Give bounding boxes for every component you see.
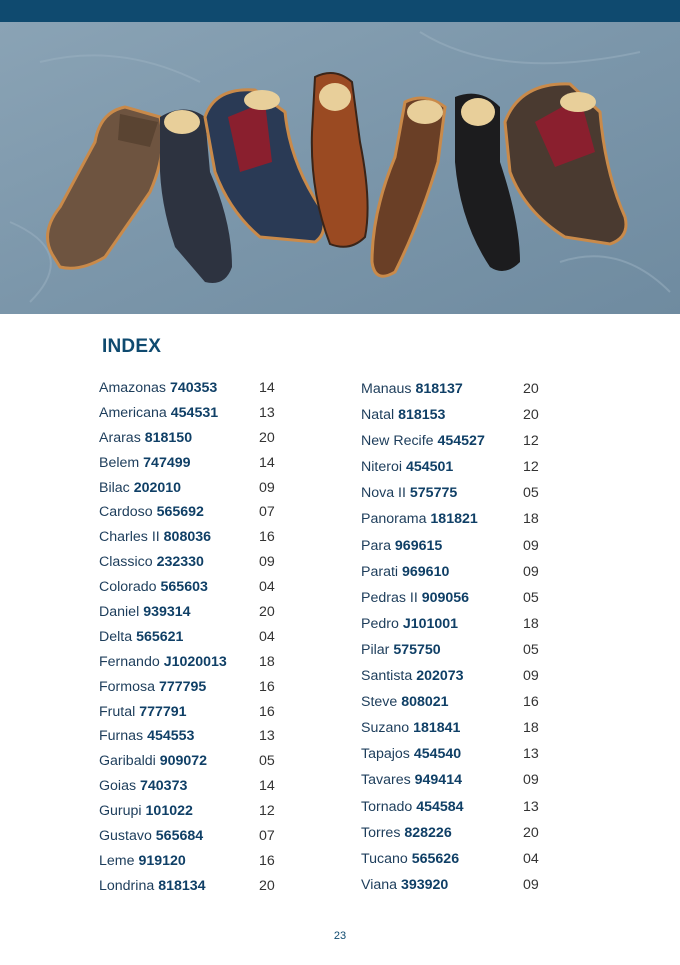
model-name: Pedras II [361,589,418,606]
index-entry [361,611,561,637]
model-code: 740353 [169,380,218,396]
model-code: 454527 [437,433,485,450]
model-name: Furnas [99,728,144,745]
index-entry [361,820,561,846]
model-code: 818134 [158,877,206,894]
index-entry [99,550,299,575]
index-entry [99,675,299,700]
model-code: 575750 [393,641,441,658]
model-code: 828226 [404,824,452,841]
index-entry [99,724,299,749]
page-ref: 20 [259,604,275,621]
model-name: Natal [361,407,395,424]
index-entry [361,402,561,428]
index-entry [361,376,561,402]
model-code: 454540 [413,746,462,763]
model-name: Daniel [99,604,140,621]
index-entry [99,824,299,849]
page-ref: 05 [523,589,539,606]
model-name: Suzano [361,720,410,737]
model-name: Bilac [99,479,130,496]
index-entry [99,525,299,550]
model-name: Charles II [99,529,160,546]
page-ref: 13 [523,746,539,763]
boots-photo [0,22,680,314]
model-name: Niteroi [361,459,402,476]
model-code: 454501 [405,459,454,476]
index-entry [99,500,299,525]
page-ref: 13 [523,798,539,815]
model-code: 181821 [430,511,478,528]
page-ref: 20 [523,824,539,841]
model-code: 969615 [394,537,443,554]
index-entry [361,715,561,741]
model-name: Nova II [361,485,406,502]
page-ref: 20 [259,877,275,894]
index-column-right [361,376,561,898]
page-ref: 18 [523,511,539,528]
model-code: 818153 [398,407,446,424]
model-name: Frutal [99,703,136,720]
index-title: INDEX [102,336,162,357]
index-entry [99,799,299,824]
page-ref: 20 [523,407,539,424]
model-code: 808021 [401,694,449,711]
model-code: 202010 [133,479,182,496]
page-ref: 09 [523,772,539,789]
model-code: J101001 [402,615,459,632]
index-entry [361,794,561,820]
page-ref: 12 [523,459,539,476]
page-ref: 04 [259,579,275,596]
index-entry [99,874,299,899]
model-name: Santista [361,668,413,685]
model-name: Cardoso [99,504,153,521]
index-entry [361,846,561,872]
model-name: Tavares [361,772,411,789]
index-entry [99,650,299,675]
index-column-left [99,376,299,899]
index-entry [99,451,299,476]
page-ref: 09 [523,668,539,685]
model-name: Parati [361,563,399,580]
model-name: Americana [99,404,167,421]
model-name: Goias [99,778,137,795]
model-code: J1020013 [163,653,227,670]
index-entry [99,376,299,401]
model-name: Tapajos [361,746,410,763]
index-entry [361,637,561,663]
model-name: Amazonas [99,380,167,396]
model-code: 202073 [416,668,464,685]
index-entry [361,585,561,611]
page-number: 23 [333,930,347,942]
page-ref: 20 [259,429,275,446]
page-ref: 16 [259,678,275,695]
index-entry [361,663,561,689]
model-code: 777795 [158,678,207,695]
page-ref: 07 [259,828,275,845]
model-code: 393920 [400,876,449,893]
page-ref: 12 [259,803,275,820]
page-ref: 14 [259,454,275,471]
model-code: 565621 [136,628,184,645]
model-code: 939314 [143,604,191,621]
model-name: Steve [361,694,398,711]
model-name: Delta [99,628,133,645]
index-entry [361,872,561,898]
page-ref: 16 [259,852,275,869]
index-entry [99,426,299,451]
model-name: Leme [99,852,135,869]
model-code: 909072 [159,753,208,770]
model-code: 565692 [156,504,204,521]
page-ref: 14 [259,778,275,795]
page-ref: 05 [523,485,539,502]
page-ref: 09 [523,563,539,580]
page-ref: 04 [523,850,539,867]
model-code: 454584 [416,798,464,815]
model-code: 454553 [147,728,195,745]
model-name: Tucano [361,850,408,867]
model-name: Gustavo [99,828,152,845]
model-name: Garibaldi [99,753,156,770]
model-code: 181841 [413,720,461,737]
model-code: 808036 [163,529,212,546]
model-name: Fernando [99,653,160,670]
index-entry [99,575,299,600]
model-name: Para [361,537,391,554]
model-code: 969610 [402,563,450,580]
index-entry [99,625,299,650]
page-ref: 14 [259,380,275,396]
model-name: Formosa [99,678,155,695]
model-name: Pilar [361,641,390,658]
index-entry [361,689,561,715]
index-entry [99,849,299,874]
model-code: 777791 [139,703,187,720]
model-name: Panorama [361,511,427,528]
top-color-bar [0,0,680,22]
index-entry [361,454,561,480]
index-entry [99,700,299,725]
index-entry [361,559,561,585]
page-ref: 13 [259,728,275,745]
model-name: Gurupi [99,803,142,820]
page-ref: 09 [523,876,539,893]
model-name: Londrina [99,877,155,894]
page-ref: 16 [259,703,275,720]
page-ref: 18 [523,720,539,737]
index-entry [99,401,299,426]
model-code: 454531 [170,404,219,421]
page-ref: 18 [259,653,275,670]
model-name: Pedro [361,615,399,632]
model-code: 818150 [144,429,193,446]
model-code: 949414 [414,772,462,789]
model-name: Manaus [361,381,412,397]
model-name: Colorado [99,579,157,596]
index-entry [99,476,299,501]
model-name: Viana [361,876,398,893]
page-ref: 16 [259,529,275,546]
model-code: 747499 [143,454,191,471]
index-entry [361,428,561,454]
model-name: Tornado [361,798,413,815]
page-ref: 20 [523,381,539,397]
index-entry [99,749,299,774]
index-entry [361,767,561,793]
page-ref: 05 [523,641,539,658]
index-entry [361,506,561,532]
page-ref: 09 [259,554,275,571]
page-ref: 05 [259,753,275,770]
model-code: 575775 [409,485,458,502]
page-ref: 07 [259,504,275,521]
model-code: 565684 [155,828,204,845]
model-name: Araras [99,429,141,446]
page-ref: 16 [523,694,539,711]
page-ref: 04 [259,628,275,645]
model-name: Torres [361,824,401,841]
page-ref: 12 [523,433,539,450]
index-entry [361,741,561,767]
model-code: 232330 [156,554,204,571]
model-code: 101022 [145,803,193,820]
index-entry [361,480,561,506]
index-entry [99,774,299,799]
page-ref: 13 [259,404,275,421]
page-ref: 18 [523,615,539,632]
index-entry [99,600,299,625]
model-code: 818137 [415,381,463,397]
model-code: 909056 [421,589,470,606]
model-code: 565626 [411,850,460,867]
page-ref: 09 [523,537,539,554]
model-name: Classico [99,554,153,571]
model-code: 919120 [138,852,186,869]
index-entry [361,533,561,559]
page-ref: 09 [259,479,275,496]
model-name: Belem [99,454,140,471]
model-code: 565603 [160,579,208,596]
model-code: 740373 [140,778,188,795]
model-name: New Recife [361,433,434,450]
